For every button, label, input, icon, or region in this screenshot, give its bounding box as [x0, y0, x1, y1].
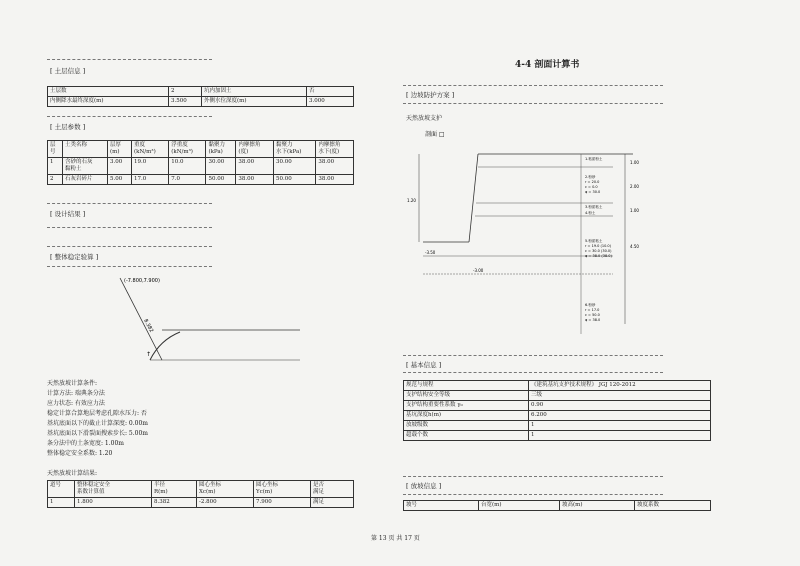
calc-line: 天然放坡计算条件:: [47, 380, 98, 387]
dim-label: 2.00: [630, 184, 639, 189]
slope-table: [403, 500, 711, 511]
table-header-row: 道号 整体稳定安全 系数计算值 半径 R(m) 圆心坐标 Xc(m) 圆心坐标 Yc(m) 是否 满足: [48, 481, 354, 498]
table-row: 1 含砂的石灰 黏粉土 3.00 19.0 10.0 30.00 38.00 30.00 38.00: [48, 158, 354, 175]
layer-note: 1.粘质粉土 2.粉砂 r = 20.0 c = 0.0 φ = 30.0 3.粉质粘土 4.粉土 5.粉质粘土 r = 19.0 (10.0) c = 30.0 (30.0) φ = 38.0 (38.0) 6.粉砂 r = 17.0 c = 50.0 φ = 38.0: [585, 157, 612, 322]
basic-header: [ 基本信息 ]: [406, 361, 442, 369]
dim-label: 1.00: [630, 208, 639, 213]
result-title: 天然放坡计算结果:: [47, 470, 98, 477]
circle-center-label: (-7.800,7.900): [124, 278, 160, 284]
dim-label: 4.50: [630, 244, 639, 249]
table-header-row: 坡号 台宽(m) 坡高(m) 坡度系数: [404, 501, 711, 511]
water-level-label: -3.50: [425, 250, 436, 255]
table-row: 超载个数 1: [404, 431, 711, 441]
table-row: 支护结构安全等级 三级: [404, 391, 711, 401]
stability-diagram: [100, 270, 330, 370]
calc-line: 应力状态: 有效应力法: [47, 400, 105, 407]
table-row: 基坑深度h(m) 6.200: [404, 411, 711, 421]
radius-label: 8.382: [142, 318, 155, 334]
calc-line: 整体稳定安全系数: 1.20: [47, 450, 113, 457]
stability-header: [ 整体稳定验算 ]: [50, 253, 99, 261]
table-row: 放坡级数 1: [404, 421, 711, 431]
calc-line: 计算方法: 瑞典条分法: [47, 390, 105, 397]
slope-marker-icon: ↑: [146, 351, 152, 358]
dim-label: 1.20: [407, 198, 416, 203]
soil-params-table: [47, 140, 354, 185]
table-row: 土层数 2 坑内加固土 否: [48, 87, 354, 97]
design-result-header: [ 设计结果 ]: [50, 210, 86, 218]
water-level-label: -3.00: [473, 268, 484, 273]
soil-info-table: [47, 86, 354, 107]
table-header-row: 层号 土类名称 层厚 (m) 重度 (kN/m³) 浮重度 (kN/m³) 黏聚力 (kPa) 内摩擦角 (度) 黏聚力 水下(kPa) 内摩擦角 水下(度): [48, 141, 354, 158]
table-row: 支护结构重要性系数 γ₀ 0.90: [404, 401, 711, 411]
result-table: [47, 480, 354, 508]
slope-header: [ 放坡信息 ]: [406, 482, 442, 490]
section-drawing: [403, 124, 653, 344]
calc-line: 基坑底面以下滑裂面搜索步长: 5.00m: [47, 430, 148, 437]
basic-table: [403, 380, 711, 441]
calc-line: 条分法中的土条宽度: 1.00m: [47, 440, 124, 447]
table-row: 1 1.800 8.382 -2.800 7.900 满足: [48, 498, 354, 508]
support-header: [ 边坡防护方案 ]: [406, 91, 455, 99]
soil-params-header: [ 土层参数 ]: [50, 123, 86, 131]
page-title: 4-4 剖面计算书: [515, 60, 580, 70]
soil-info-header: [ 土层信息 ]: [50, 67, 86, 75]
table-row: 内侧降水最终深度(m) 3.500 外侧水位深度(m) 3.000: [48, 97, 354, 107]
calc-line: 稳定计算合算地层考虑孔隙水压力: 否: [47, 410, 147, 417]
table-row: 2 石灰岩碎片 5.00 17.0 7.0 50.00 38.00 50.00 38.00: [48, 175, 354, 185]
support-type: 天然放坡支护: [406, 115, 443, 122]
page-footer: 第 13 页 共 17 页: [371, 535, 420, 542]
section-label: 剖面 □: [425, 131, 445, 138]
calc-line: 基坑底面以下的截止计算深度: 0.00m: [47, 420, 148, 427]
dim-label: 1.00: [630, 160, 639, 165]
table-row: 规范与规程 《建筑基坑支护技术规程》 JGJ 120-2012: [404, 381, 711, 391]
